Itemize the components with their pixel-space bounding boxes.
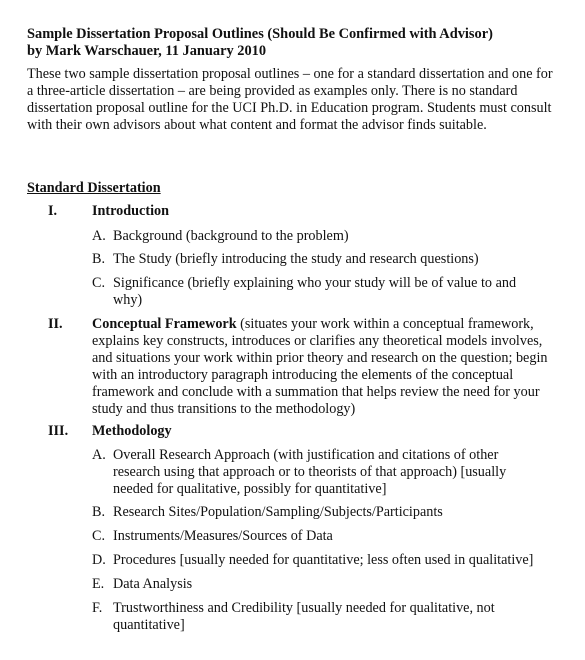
item-letter: D. [92, 552, 106, 568]
section-title: Methodology [92, 423, 172, 439]
section-title: Introduction [92, 203, 169, 219]
item-text: Background (background to the problem) [113, 228, 349, 244]
intro-paragraph: These two sample dissertation proposal outlines – one for a standard dissertation and one for a three-article dissertation – are being provided as examples only. There is no standard dissertation proposal outline for the UCI Ph.D. in Education program. Students must consult with their own advisors about what content and format the advisor finds suitable. [27, 66, 553, 133]
item-text: Significance (briefly explaining who your study will be of value to and why) [113, 275, 517, 308]
section-heading: Standard Dissertation [27, 180, 161, 196]
section-numeral: II. [48, 316, 63, 332]
item-letter: E. [92, 576, 105, 592]
item-letter: C. [92, 528, 106, 544]
section-introduction [92, 203, 552, 220]
section-description: (situates your work within a conceptual framework, explains key constructs, introduces or clarifies any theoretical models involves, and situations your work within prior theory and research on the question; begin with an introductory paragraph introducing the elements of the conceptual framework and conclude with a summation that helps review the need for your study and thus transitions to the methodology) [92, 316, 548, 417]
item-text: The Study (briefly introducing the study and research questions) [113, 251, 479, 267]
item-text: Research Sites/Population/Sampling/Subjects/Participants [113, 504, 443, 520]
title-line-2: by Mark Warschauer, 11 January 2010 [27, 43, 267, 59]
item-text: Instruments/Measures/Sources of Data [113, 528, 333, 544]
section-numeral: III. [48, 423, 69, 439]
title-line-1: Sample Dissertation Proposal Outlines (Should Be Confirmed with Advisor) [27, 26, 493, 42]
section-methodology [92, 423, 552, 440]
item-letter: B. [92, 504, 106, 520]
item-letter: C. [92, 275, 106, 291]
section-numeral: I. [48, 203, 58, 219]
item-letter: A. [92, 228, 106, 244]
section-conceptual-framework [92, 316, 552, 418]
section-title: Conceptual Framework [92, 316, 237, 332]
item-letter: B. [92, 251, 106, 267]
item-text: Procedures [usually needed for quantitative; less often used in qualitative] [113, 552, 534, 568]
item-letter: A. [92, 447, 106, 463]
item-text: Data Analysis [113, 576, 193, 592]
item-text: Trustworthiness and Credibility [usually needed for qualitative, not quantitative] [113, 600, 495, 633]
item-letter: F. [92, 600, 103, 616]
document-title [27, 26, 567, 60]
item-text: Overall Research Approach (with justification and citations of other research using that approach or to theorists of that approach) [usually needed for qualitative, possibly for quantitative] [113, 447, 507, 497]
